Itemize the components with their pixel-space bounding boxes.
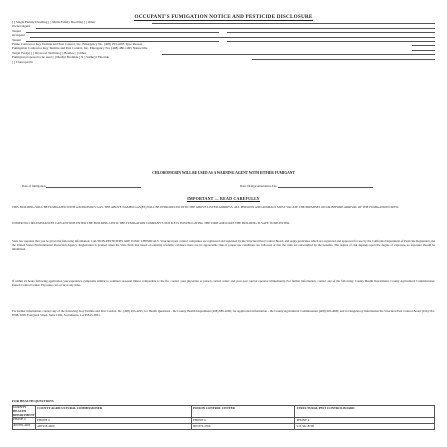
tenant-line-2: Tenant bbox=[12, 38, 435, 42]
fumigation-date-field: Date of fumigation bbox=[22, 184, 141, 188]
state-law-paragraph: State law requires that you be given the following information: CAUTION-PESTICIDES ARE TOXIC CHEMICALS. Structural pest control companies are registered and regulated by the Structural Pest Control Board, and apply pesticides which are registered and approved for use by the California Department of Pesticide Regulation and the United States Environmental Protection Agency. Registration is granted when the State finds that based on existing scientific evidence there are no appreciable risks if proper use conditions are followed or that the risks are outweighed by the benefits. The degree of risk depends upon the degree of exposure, so exposure should be minimized. bbox=[12, 239, 435, 251]
table-cell: 916 561-8708 bbox=[295, 424, 435, 430]
table-cell: COUNTY HEALTH DEPARTMENT bbox=[13, 405, 35, 417]
warning-paragraph-2: UNDER NO CIRCUMSTANCES CAN ANYONE ENTER THE BUILDING UNTIL THE FUMIGATION COMPANY'S NOTICE IS POSTED GIVING THE TIME AND DATE THE BUILDING IS SAFE TO RE-ENTER. bbox=[12, 221, 290, 225]
important-heading: IMPORTANT — READ CAREFULLY bbox=[187, 196, 260, 201]
warning-paragraph-1: THIS BUILDING WILL BE FUMIGATED WITH A POISONOUS GAS. THE ABOVE NAMED GAS(ES) WILL BE INTRODUCED INTO THE ABOVE LISTED ADDRESS. ALL PERSONS AND ANIMALS MUST VACATE THE PREMISES ON OR BEFORE ARRIVAL OF THE FUMIGATION CREW. bbox=[12, 205, 399, 209]
table-cell: STRUCTURAL PEST CONTROL BOARD bbox=[295, 406, 435, 418]
contacts-number-row bbox=[13, 424, 435, 430]
fumigant-line: Fumigant proposed to be used [ ] Methyl Bromide [ X ] Sulfuryl Fluoride bbox=[12, 55, 435, 59]
contact-info-paragraph: For further information, contact any of the following: Key Termite and Pest Control, Inc. (408) 293-4295; for Health Questions - the County Health Department (408) 885-4200; for Application Information - the County Agricultural Commissioner (408) 918-4600; and for Regulatory Information the Structural Pest Control Board (916) 561-8708, 2005 Evergreen Street, Suite 1500, Sacramento, CA 95815-3831. bbox=[12, 309, 435, 317]
contacts-header-row bbox=[13, 406, 435, 418]
prime-contractor-line: Prime Contractor Key Termite and Pest Control, Inc. Emergency No. (408) 293-4295 Type Reason bbox=[12, 42, 435, 46]
occupant-line: Occupant bbox=[12, 33, 435, 37]
table-cell: 800 876-4766 bbox=[191, 424, 295, 430]
fumigation-contractor-line: Fumigation Contractor Key Termite and Pest Control, Inc. Emergency No. (408) 480-1495 Nature Idle bbox=[12, 46, 435, 50]
notice-form bbox=[12, 20, 435, 64]
table-cell: PHONE # bbox=[295, 418, 435, 424]
owner-agent-line: Owner/Agent bbox=[12, 24, 435, 28]
chloropicrin-checkbox-line: [ ] Chloropicrin bbox=[12, 59, 33, 64]
table-cell: 408 885-4200 bbox=[13, 424, 36, 430]
table-cell: COUNTY AGRICULTURAL COMMISSIONER bbox=[35, 406, 191, 418]
table-cell: PHONE # bbox=[191, 418, 295, 424]
target-pests-line: Target Pest(s) [ ] Drywood Termites [ ] Beetles [ ] Other bbox=[12, 51, 435, 55]
tenant-line-1: Tenant bbox=[12, 29, 435, 33]
health-questions-heading: FOR HEALTH QUESTIONS bbox=[12, 399, 54, 403]
table-cell: PHONE # bbox=[35, 418, 191, 424]
date-change-field: Date Change/Alternative date bbox=[240, 184, 373, 188]
table-cell: POISON CONTROL CENTER bbox=[191, 406, 295, 418]
table-cell: 408 918-4600 bbox=[35, 424, 191, 430]
document-title: OCCUPANT'S FUMIGATION NOTICE AND PESTICIDE DISCLOSURE bbox=[134, 14, 313, 20]
chloropicrin-warning: CHLOROPICRIN WILL BE USED AS A WARNING AGENT WITH EITHER FUMIGANT bbox=[152, 171, 295, 175]
contacts-table bbox=[12, 405, 435, 430]
symptoms-paragraph: If within 24 hours following application you experience symptoms similar to common seasonal illness comparable to the flu, contact your physician or poison control center and your pest control operator immediately. For further information, contact any of the following: County Health Department, County Agricultural Commissioner, Poison Control Center. Exposure can occur at any time. bbox=[12, 279, 435, 287]
table-cell: PHONE # bbox=[13, 418, 36, 424]
dwelling-type-line: [ ] Single Family Dwelling [ ] Multi-Family Dwelling [ ] Other bbox=[12, 20, 435, 24]
